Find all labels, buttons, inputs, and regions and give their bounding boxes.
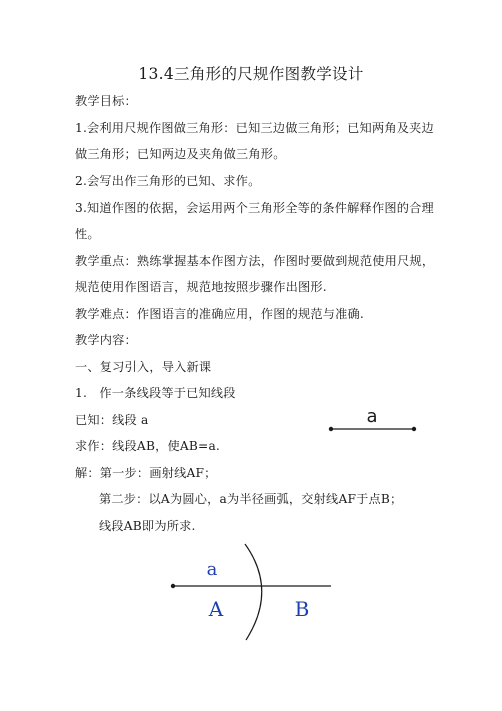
document-title: 13.4三角形的尺规作图教学设计: [138, 65, 364, 83]
label-point-b: B: [294, 597, 310, 621]
objective-2: 2.会写出作三角形的已知、求作。: [75, 174, 261, 188]
conclusion: 线段AB即为所求.: [99, 519, 196, 533]
required-text: 求作：线段AB，使AB=a.: [75, 439, 220, 453]
point-a-dot: [171, 584, 175, 588]
key-point-line-2: 规范使用作图语言，规范地按照步骤作出图形.: [75, 280, 327, 294]
solution-step-1: 解：第一步：画射线AF；: [75, 466, 217, 480]
label-a: a: [206, 559, 218, 580]
label-point-a: A: [208, 597, 224, 621]
item-1: 1. 作一条线段等于已知线段: [75, 386, 236, 400]
objective-1-line-1: 1.会利用尺规作图做三角形：已知三边做三角形；已知两角及夹边: [75, 121, 434, 135]
objectives-heading: 教学目标：: [75, 94, 137, 108]
solution-step-2: 第二步：以A为圆心，a为半径画弧，交射线AF于点B；: [99, 492, 403, 506]
difficulty: 教学难点：作图语言的准确应用，作图的规范与准确.: [75, 307, 364, 321]
known-text: 已知：线段 a: [75, 413, 149, 427]
section-1-heading: 一、复习引入，导入新课: [75, 360, 212, 374]
segment-a-label: a: [366, 406, 378, 427]
objective-3-line-2: 性。: [75, 227, 100, 241]
content-heading: 教学内容：: [75, 333, 137, 347]
arc: [245, 544, 262, 640]
key-point-line-1: 教学重点：熟练掌握基本作图方法，作图时要做到规范使用尺规，: [75, 254, 435, 268]
objective-1-line-2: 做三角形；已知两边及夹角做三角形。: [75, 147, 286, 161]
objective-3-line-1: 3.知道作图的依据，会运用两个三角形全等的条件解释作图的合理: [75, 201, 434, 215]
